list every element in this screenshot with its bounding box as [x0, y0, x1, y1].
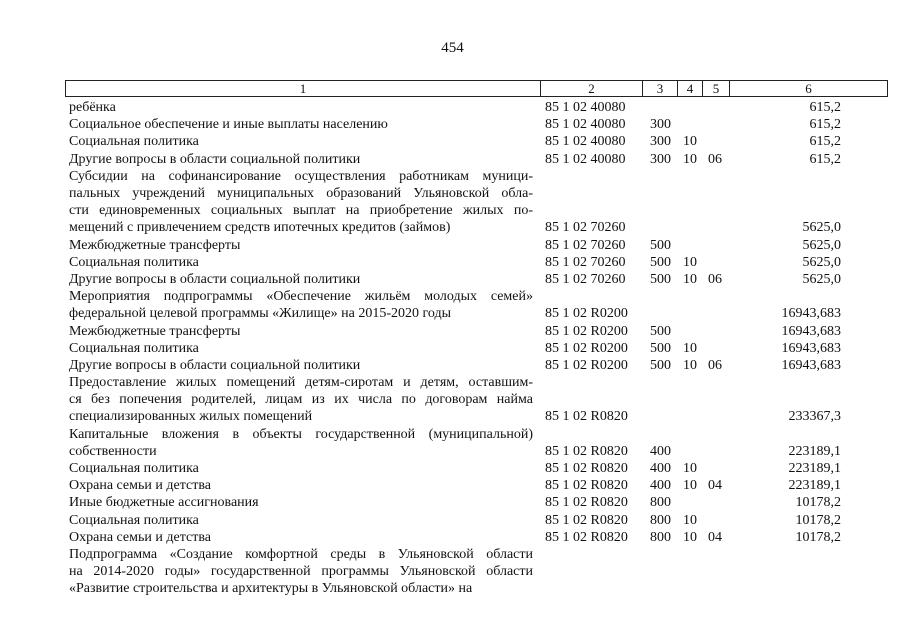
row-description-line: федеральной целевой программы «Жилище» на 2015-2020 годы — [69, 306, 452, 322]
row-description — [69, 254, 533, 271]
row-description — [69, 340, 533, 357]
table-row — [0, 426, 905, 460]
table-body — [0, 99, 905, 598]
row-expense-type: 300 — [650, 151, 671, 167]
row-description-line: специализированных жилых помещений — [69, 409, 313, 425]
row-amount: 5625,0 — [802, 237, 841, 253]
row-subsection: 04 — [708, 478, 722, 494]
row-description — [69, 477, 533, 494]
row-expense-type: 400 — [650, 478, 671, 494]
row-subsection: 04 — [708, 529, 722, 545]
row-description-line: пальных учреждений муниципальных образований Ульяновской обла- — [69, 185, 533, 201]
table-row — [0, 512, 905, 529]
row-description — [69, 168, 533, 237]
row-section: 10 — [683, 357, 697, 373]
table-row — [0, 99, 905, 116]
row-description-line: Предоставление жилых помещений детям-сиротам и детям, оставшим- — [69, 375, 533, 391]
row-code: 85 1 02 R0820 — [545, 495, 628, 511]
row-code: 85 1 02 R0200 — [545, 357, 628, 373]
row-amount: 5625,0 — [802, 220, 841, 236]
table-row — [0, 133, 905, 150]
table-row — [0, 477, 905, 494]
row-expense-type: 500 — [650, 254, 671, 270]
row-expense-type: 500 — [650, 357, 671, 373]
row-section: 10 — [683, 151, 697, 167]
row-amount: 223189,1 — [788, 478, 841, 494]
row-description — [69, 133, 533, 150]
table-row — [0, 168, 905, 237]
row-expense-type: 300 — [650, 134, 671, 150]
row-description — [69, 323, 533, 340]
row-section: 10 — [683, 478, 697, 494]
row-description-line: на 2014-2020 годы» государственной программы Ульяновской области — [69, 564, 533, 580]
table-row — [0, 340, 905, 357]
row-code: 85 1 02 R0820 — [545, 529, 628, 545]
row-description-line: мещений с привлечением средств ипотечных кредитов (займов) — [69, 220, 451, 236]
table-row — [0, 357, 905, 374]
row-description-line: Другие вопросы в области социальной политики — [69, 357, 361, 373]
row-expense-type: 300 — [650, 117, 671, 133]
row-description — [69, 460, 533, 477]
row-description-line: Мероприятия подпрограммы «Обеспечение жильём молодых семей» — [69, 289, 533, 305]
row-amount: 16943,683 — [781, 357, 841, 373]
row-description-line: сти единовременных социальных выплат на приобретение жилых по- — [69, 203, 533, 219]
row-description — [69, 426, 533, 460]
header-col-1: 1 — [299, 81, 307, 96]
row-code: 85 1 02 40080 — [545, 151, 626, 167]
table-row — [0, 288, 905, 322]
row-description — [69, 151, 533, 168]
row-code: 85 1 02 R0200 — [545, 340, 628, 356]
row-code: 85 1 02 70260 — [545, 254, 626, 270]
row-expense-type: 800 — [650, 529, 671, 545]
row-description-line: Социальная политика — [69, 461, 199, 477]
row-description-line: «Развитие строительства и архитектуры в Ульяновской области» на — [69, 581, 473, 597]
row-expense-type: 500 — [650, 340, 671, 356]
table-row — [0, 323, 905, 340]
row-section: 10 — [683, 512, 697, 528]
row-code: 85 1 02 R0820 — [545, 461, 628, 477]
row-description-line: Субсидии на софинансирование осуществления работникам муници- — [69, 168, 533, 184]
header-col-5: 5 — [702, 81, 729, 96]
header-col-3: 3 — [642, 81, 677, 96]
row-amount: 16943,683 — [781, 323, 841, 339]
header-col-6: 6 — [729, 81, 887, 96]
table-row — [0, 546, 905, 598]
row-amount: 10178,2 — [795, 529, 841, 545]
row-code: 85 1 02 R0200 — [545, 306, 628, 322]
row-description — [69, 374, 533, 426]
row-amount: 10178,2 — [795, 495, 841, 511]
row-section: 10 — [683, 529, 697, 545]
row-description-line: ребёнка — [69, 100, 116, 115]
row-description — [69, 512, 533, 529]
row-description-line: Капитальные вложения в объекты государственной (муниципальной) — [69, 426, 533, 442]
table-row — [0, 254, 905, 271]
row-amount: 615,2 — [809, 134, 841, 150]
table-row — [0, 151, 905, 168]
row-amount: 5625,0 — [802, 254, 841, 270]
row-description-line: Охрана семьи и детства — [69, 529, 211, 545]
row-expense-type: 500 — [650, 237, 671, 253]
row-description-line: Другие вопросы в области социальной политики — [69, 271, 361, 287]
row-code: 85 1 02 R0820 — [545, 409, 628, 425]
row-description-line: собственности — [69, 443, 157, 459]
table-row — [0, 116, 905, 133]
row-subsection: 06 — [708, 151, 722, 167]
row-code: 85 1 02 R0820 — [545, 478, 628, 494]
row-description — [69, 116, 533, 133]
row-code: 85 1 02 40080 — [545, 100, 626, 115]
row-code: 85 1 02 40080 — [545, 134, 626, 150]
row-description-line: Межбюджетные трансферты — [69, 237, 241, 253]
page-number: 454 — [441, 40, 464, 56]
row-amount: 233367,3 — [788, 409, 841, 425]
row-expense-type: 800 — [650, 495, 671, 511]
row-description-line: Подпрограмма «Создание комфортной среды в Ульяновской области — [69, 546, 533, 562]
row-amount: 223189,1 — [788, 461, 841, 477]
row-amount: 223189,1 — [788, 443, 841, 459]
row-description — [69, 546, 533, 598]
row-expense-type: 400 — [650, 461, 671, 477]
row-code: 85 1 02 R0200 — [545, 323, 628, 339]
row-code: 85 1 02 70260 — [545, 237, 626, 253]
row-amount: 615,2 — [809, 100, 841, 115]
row-expense-type: 800 — [650, 512, 671, 528]
table-row — [0, 237, 905, 254]
row-description — [69, 529, 533, 546]
row-code: 85 1 02 70260 — [545, 220, 626, 236]
row-section: 10 — [683, 254, 697, 270]
row-description — [69, 494, 533, 511]
row-description-line: ся без попечения родителей, лицам из их числа по договорам найма — [69, 392, 533, 408]
row-expense-type: 400 — [650, 443, 671, 459]
row-description-line: Иные бюджетные ассигнования — [69, 495, 259, 511]
row-description-line: Социальное обеспечение и иные выплаты населению — [69, 117, 388, 133]
table-header — [65, 80, 888, 97]
row-subsection: 06 — [708, 357, 722, 373]
row-description-line: Другие вопросы в области социальной политики — [69, 151, 361, 167]
row-subsection: 06 — [708, 271, 722, 287]
row-description-line: Социальная политика — [69, 134, 199, 150]
row-expense-type: 500 — [650, 323, 671, 339]
row-section: 10 — [683, 134, 697, 150]
row-description-line: Межбюджетные трансферты — [69, 323, 241, 339]
row-description — [69, 99, 533, 116]
row-section: 10 — [683, 271, 697, 287]
row-code: 85 1 02 40080 — [545, 117, 626, 133]
row-amount: 16943,683 — [781, 340, 841, 356]
row-expense-type: 500 — [650, 271, 671, 287]
row-code: 85 1 02 R0820 — [545, 443, 628, 459]
row-description — [69, 271, 533, 288]
row-description-line: Охрана семьи и детства — [69, 478, 211, 494]
row-description-line: Социальная политика — [69, 340, 199, 356]
row-amount: 615,2 — [809, 151, 841, 167]
row-amount: 5625,0 — [802, 271, 841, 287]
table-row — [0, 271, 905, 288]
row-code: 85 1 02 R0820 — [545, 512, 628, 528]
table-row — [0, 374, 905, 426]
row-description — [69, 357, 533, 374]
row-description — [69, 288, 533, 322]
row-amount: 615,2 — [809, 117, 841, 133]
row-section: 10 — [683, 340, 697, 356]
row-description-line: Социальная политика — [69, 512, 199, 528]
table-row — [0, 529, 905, 546]
row-section: 10 — [683, 461, 697, 477]
row-description-line: Социальная политика — [69, 254, 199, 270]
row-description — [69, 237, 533, 254]
row-code: 85 1 02 70260 — [545, 271, 626, 287]
row-amount: 10178,2 — [795, 512, 841, 528]
header-col-2: 2 — [540, 81, 642, 96]
row-amount: 16943,683 — [781, 306, 841, 322]
table-row — [0, 460, 905, 477]
header-col-4: 4 — [677, 81, 702, 96]
table-row — [0, 494, 905, 511]
